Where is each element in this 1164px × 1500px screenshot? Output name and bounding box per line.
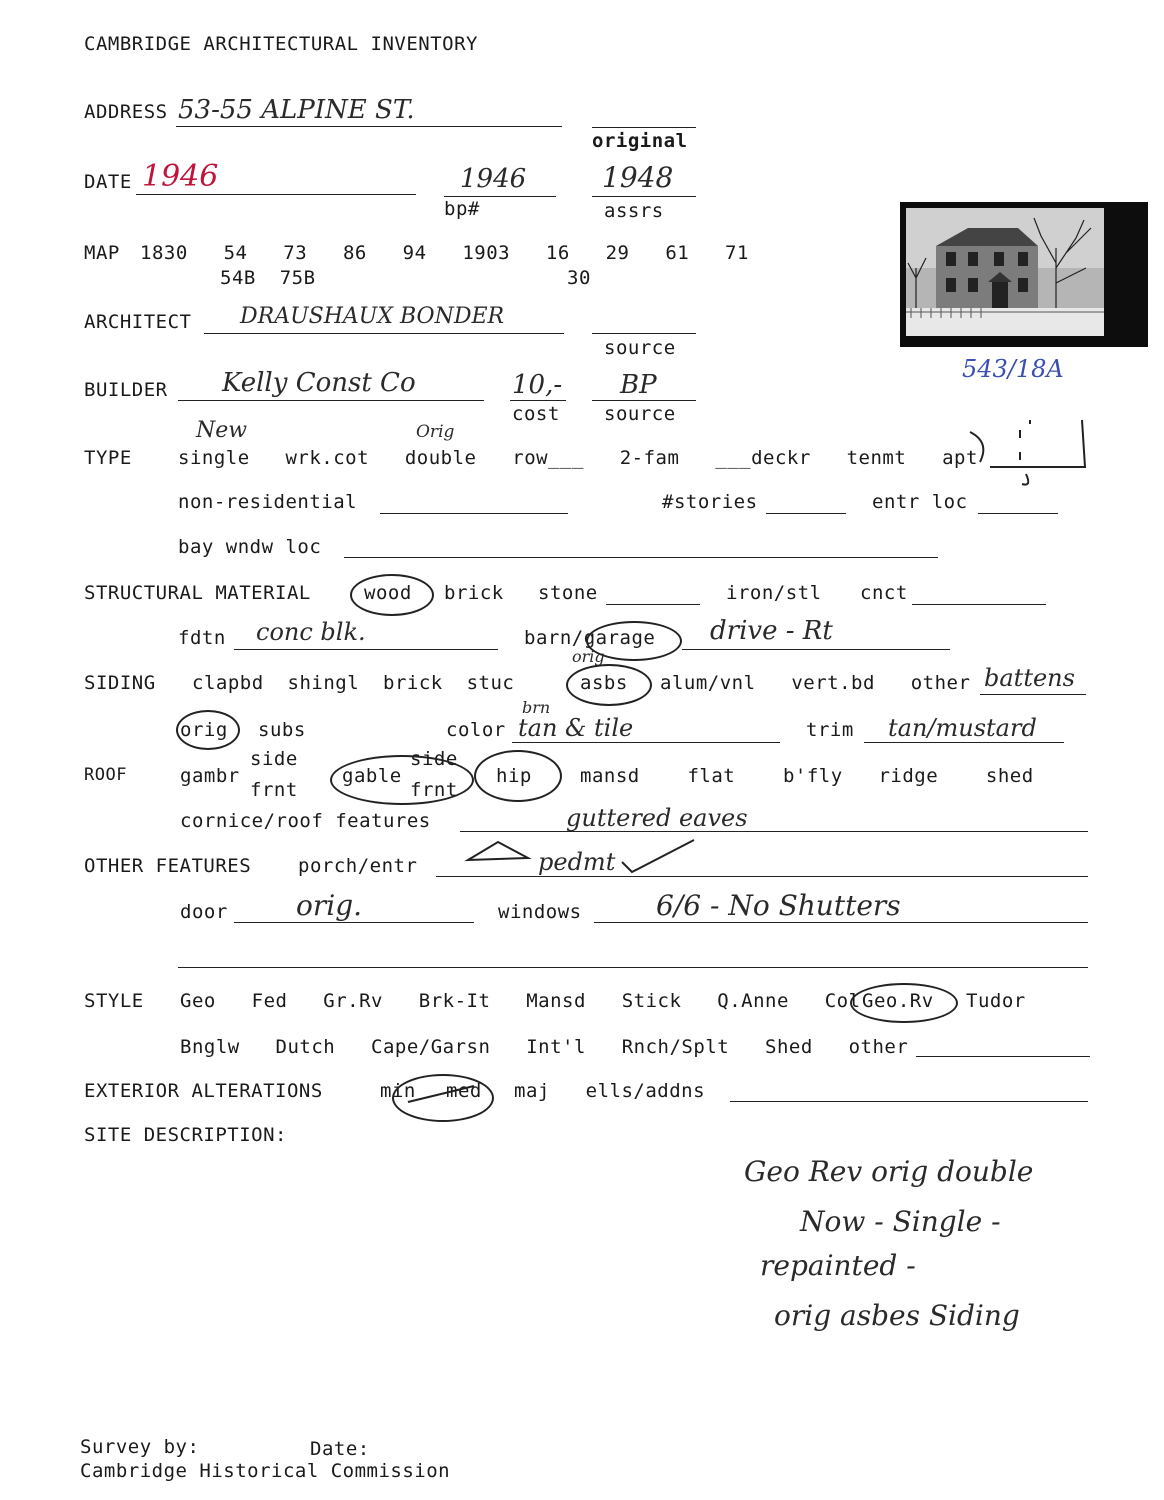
door-line xyxy=(234,922,474,923)
siding-label: SIDING xyxy=(84,672,156,694)
windows-line xyxy=(594,922,1088,923)
architect-source-line xyxy=(592,333,696,334)
address-value: 53-55 ALPINE ST. xyxy=(178,95,415,125)
type-note-new: New xyxy=(196,418,248,443)
cornice-value: guttered eaves xyxy=(566,804,748,832)
style-geo-rv: Geo.Rv xyxy=(862,990,934,1012)
map-row-2-30: 30 xyxy=(567,267,591,289)
alterations-med: med xyxy=(446,1080,482,1102)
original-label: original xyxy=(592,130,688,152)
orig-circle xyxy=(176,710,240,750)
barn-garage-label: barn/garage xyxy=(524,627,656,649)
alterations-label: EXTERIOR ALTERATIONS xyxy=(84,1080,323,1102)
architect-line xyxy=(204,333,564,334)
asbs-circle xyxy=(566,664,652,706)
siding-subs: subs xyxy=(258,719,306,741)
bay-window-label: bay wndw loc xyxy=(178,536,322,558)
stories-label: #stories xyxy=(662,491,758,513)
geo-rv-circle xyxy=(850,983,958,1023)
hip-circle xyxy=(474,750,562,802)
architect-label: ARCHITECT xyxy=(84,311,192,333)
bp-label: bp# xyxy=(444,198,480,220)
roof-side-1: side xyxy=(250,748,298,770)
cost-value: 10,- xyxy=(512,370,563,400)
bp-value: 1946 xyxy=(460,164,527,194)
stone-line xyxy=(606,604,700,605)
survey-by-label: Survey by: xyxy=(80,1436,200,1458)
alterations-min: min xyxy=(380,1080,416,1102)
nonres-line xyxy=(380,513,568,514)
fdtn-value: conc blk. xyxy=(256,618,366,646)
architect-value: DRAUSHAUX BONDER xyxy=(240,304,505,329)
bay-window-line xyxy=(344,557,938,558)
organization-name: Cambridge Historical Commission xyxy=(80,1460,451,1482)
date-value: 1946 xyxy=(142,159,219,194)
style-tudor: Tudor xyxy=(966,990,1026,1012)
builder-source-line xyxy=(592,400,696,401)
door-value: orig. xyxy=(296,889,363,922)
entr-loc-line xyxy=(978,513,1058,514)
date-footer-label: Date: xyxy=(310,1438,370,1460)
cost-label: cost xyxy=(512,403,560,425)
architect-source-label: source xyxy=(604,337,676,359)
alterations-line xyxy=(730,1101,1088,1102)
roof-gable: gable xyxy=(342,765,402,787)
extra-features-line xyxy=(178,967,1088,968)
roof-side-2: side xyxy=(410,748,458,770)
builder-line xyxy=(178,400,484,401)
roof-frnt-1: frnt xyxy=(250,779,298,801)
site-note-3: repainted - xyxy=(760,1249,916,1282)
windows-value: 6/6 - No Shutters xyxy=(656,889,901,922)
type-options: single wrk.cot double row___ 2-fam ___deckr tenmt apt xyxy=(178,447,978,469)
style-row-2: Bnglw Dutch Cape/Garsn Int'l Rnch/Splt Shed other xyxy=(180,1036,909,1058)
siding-options-2: alum/vnl vert.bd other xyxy=(660,672,971,694)
barn-garage-value: drive - Rt xyxy=(710,616,833,646)
nonres-label: non-residential xyxy=(178,491,358,513)
date-line xyxy=(136,194,416,195)
color-value: tan & tile xyxy=(518,714,634,742)
map-row-2: 54B 75B xyxy=(220,267,316,289)
structural-wood: wood xyxy=(364,582,412,604)
porch-value: pedmt xyxy=(538,848,616,876)
siding-other-value: battens xyxy=(984,664,1075,692)
house-photo-image xyxy=(906,208,1104,336)
cnct-line xyxy=(912,604,1046,605)
trim-label: trim xyxy=(806,719,854,741)
address-label: ADDRESS xyxy=(84,101,168,123)
entr-loc-label: entr loc xyxy=(872,491,968,513)
color-label: color xyxy=(446,719,506,741)
assrs-label: assrs xyxy=(604,200,664,222)
address-line xyxy=(176,126,562,127)
barn-garage-line xyxy=(682,649,950,650)
photo-reference: 543/18A xyxy=(962,355,1064,383)
structural-stone: stone xyxy=(538,582,598,604)
roof-label: ROOF xyxy=(84,765,127,785)
type-note-orig: Orig xyxy=(416,422,455,442)
stories-line xyxy=(766,513,846,514)
assrs-value: 1948 xyxy=(602,161,674,194)
structural-label: STRUCTURAL MATERIAL xyxy=(84,582,311,604)
site-note-2: Now - Single - xyxy=(800,1205,1001,1238)
siding-other-line xyxy=(980,694,1086,695)
house-photo xyxy=(900,202,1148,347)
porch-label: porch/entr xyxy=(298,855,418,877)
assrs-line xyxy=(592,196,696,197)
style-other-line xyxy=(916,1056,1090,1057)
site-note-4: orig asbes Siding xyxy=(774,1299,1020,1332)
roof-other-types: mansd flat b'fly ridge shed xyxy=(580,765,1034,787)
roof-gambr: gambr xyxy=(180,765,240,787)
type-label: TYPE xyxy=(84,447,132,469)
bp-line xyxy=(444,196,556,197)
map-label: MAP xyxy=(84,242,120,264)
door-label: door xyxy=(180,901,228,923)
asbs-orig-note: orig xyxy=(572,647,605,666)
date-label: DATE xyxy=(84,171,132,193)
cornice-line xyxy=(460,831,1088,832)
builder-label: BUILDER xyxy=(84,379,168,401)
builder-source-label: source xyxy=(604,403,676,425)
other-features-label: OTHER FEATURES xyxy=(84,855,252,877)
fdtn-label: fdtn xyxy=(178,627,226,649)
cornice-label: cornice/roof features xyxy=(180,810,431,832)
roof-frnt-2: frnt xyxy=(410,779,458,801)
color-note: brn xyxy=(522,698,551,717)
style-row-1: Geo Fed Gr.Rv Brk-It Mansd Stick Q.Anne Col xyxy=(180,990,861,1012)
structural-iron: iron/stl xyxy=(726,582,822,604)
siding-options: clapbd shingl brick stuc xyxy=(192,672,515,694)
windows-label: windows xyxy=(498,901,582,923)
color-line xyxy=(512,742,780,743)
house-picture xyxy=(906,208,1104,336)
original-line xyxy=(592,127,696,128)
structural-brick: brick xyxy=(444,582,504,604)
site-note-1: Geo Rev orig double xyxy=(744,1155,1034,1188)
siding-asbs: asbs xyxy=(580,672,628,694)
gable-circle xyxy=(330,755,474,805)
porch-line xyxy=(436,876,1088,877)
min-med-strike xyxy=(404,1082,484,1106)
fdtn-line xyxy=(234,649,498,650)
builder-value: Kelly Const Co xyxy=(222,368,416,398)
map-row-1: 1830 54 73 86 94 1903 16 29 61 71 xyxy=(140,242,749,264)
roof-hip: hip xyxy=(496,765,532,787)
cost-line xyxy=(510,400,566,401)
wood-circle xyxy=(350,574,434,616)
alterations-rest: maj ells/addns xyxy=(514,1080,706,1102)
apartment-sketch xyxy=(960,412,1100,492)
siding-orig: orig xyxy=(180,719,228,741)
structural-cnct: cnct xyxy=(860,582,908,604)
style-label: STYLE xyxy=(84,990,144,1012)
trim-line xyxy=(864,742,1064,743)
builder-source-value: BP xyxy=(620,370,657,400)
site-description-label: SITE DESCRIPTION: xyxy=(84,1124,287,1146)
form-title: CAMBRIDGE ARCHITECTURAL INVENTORY xyxy=(84,33,478,55)
trim-value: tan/mustard xyxy=(888,714,1037,742)
